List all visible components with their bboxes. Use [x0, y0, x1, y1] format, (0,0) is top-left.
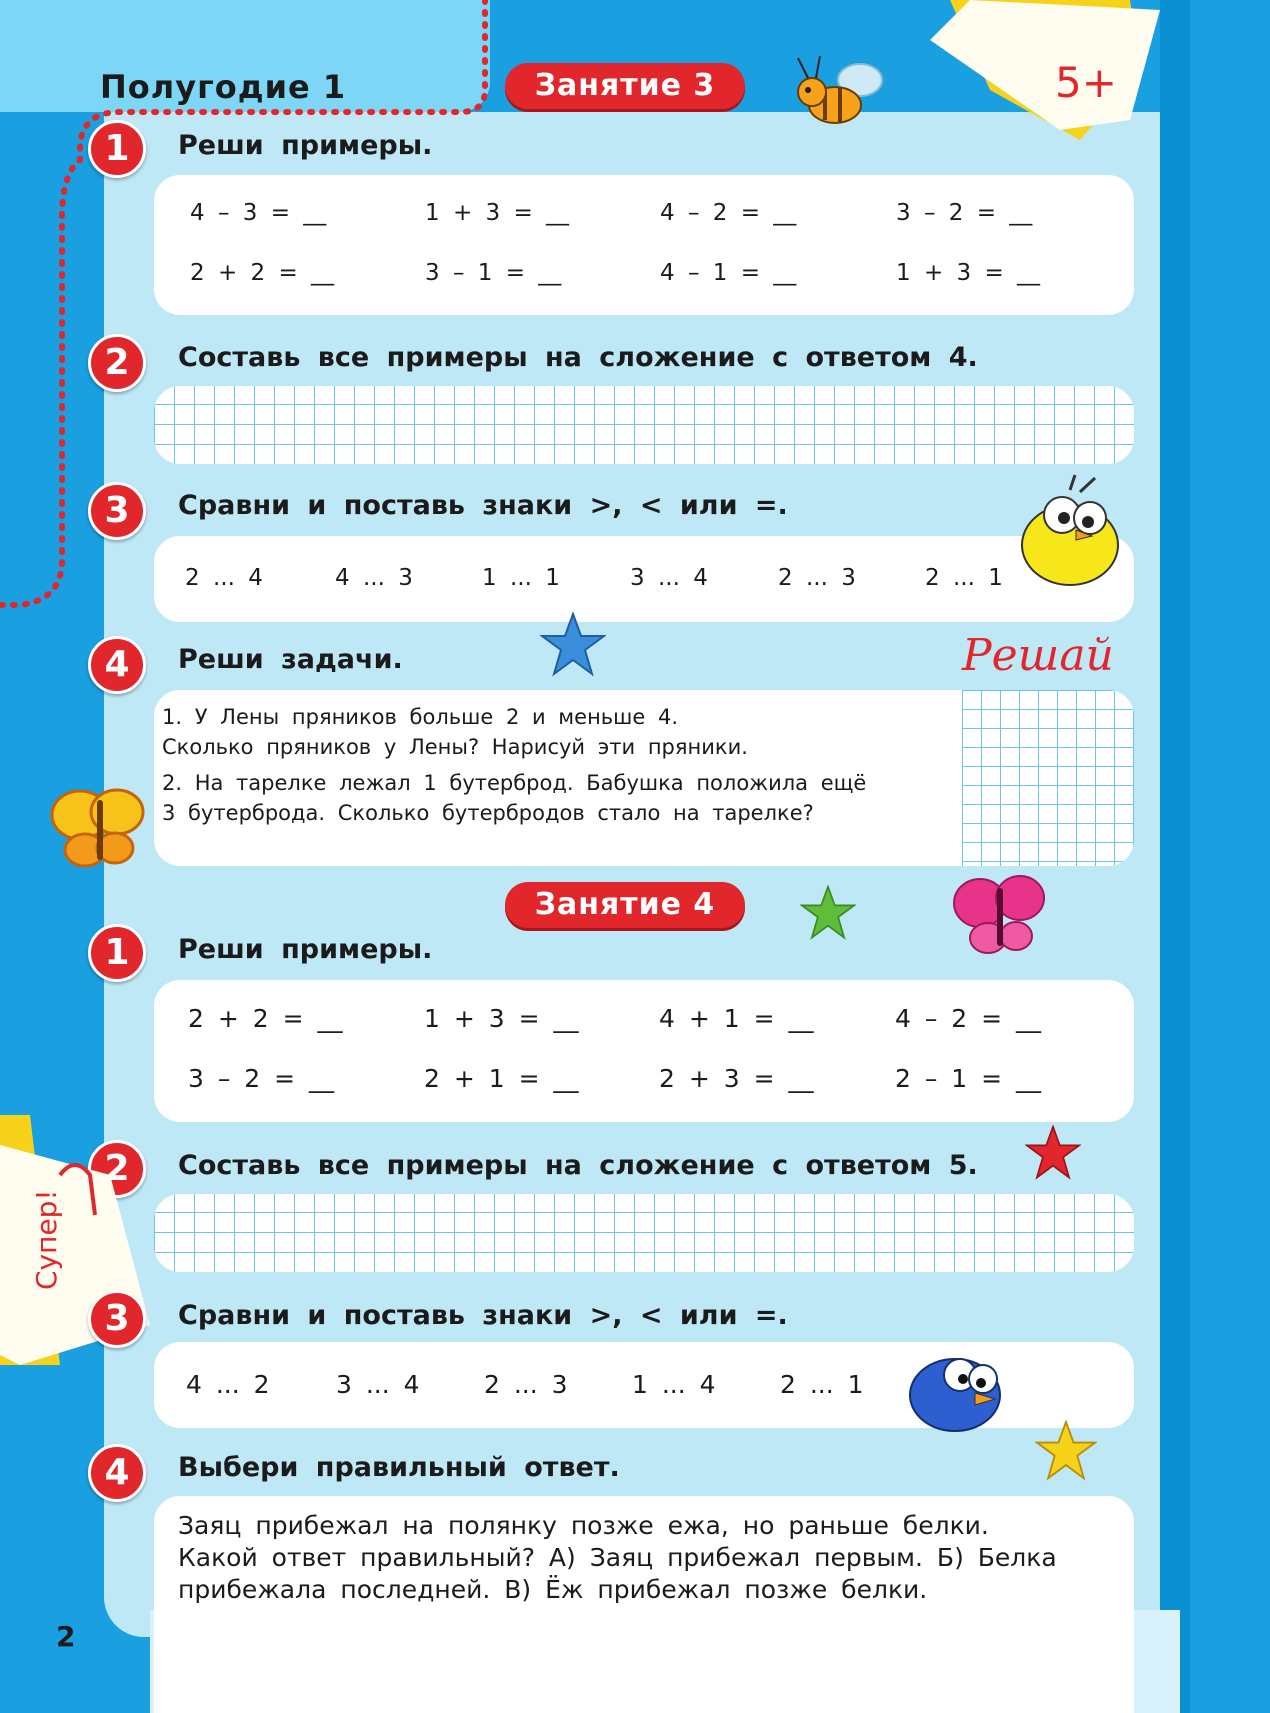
compare-item[interactable]: 4 ... 2	[186, 1370, 270, 1399]
bee-icon	[790, 50, 890, 140]
compare-item[interactable]: 3 ... 4	[630, 565, 708, 591]
problem-line: Сколько пряников у Лены? Нарисуй эти пряники.	[162, 735, 748, 759]
compare-item[interactable]: 2 ... 3	[778, 565, 856, 591]
problem-line: 1. У Лены пряников больше 2 и меньше 4.	[162, 705, 679, 729]
task-number-badge: 2	[88, 334, 146, 392]
compare-item[interactable]: 2 ... 1	[780, 1370, 864, 1399]
answer-grid[interactable]	[154, 386, 1134, 464]
example[interactable]: 1 + 3 = __	[424, 1004, 579, 1033]
page-number: 2	[56, 1620, 76, 1653]
task-number-badge: 4	[88, 636, 146, 694]
task-title: Составь все примеры на сложение с ответом 4.	[178, 342, 978, 373]
pink-butterfly-icon	[950, 868, 1050, 963]
example[interactable]: 2 + 2 = __	[188, 1004, 343, 1033]
question-line: Какой ответ правильный? А) Заяц прибежал первым. Б) Белка	[178, 1543, 1057, 1572]
problem-line: 3 бутерброда. Сколько бутербродов стало на тарелке?	[162, 801, 814, 825]
page-title: Полугодие 1	[100, 68, 347, 106]
example[interactable]: 2 + 2 = __	[190, 260, 335, 286]
task-title: Сравни и поставь знаки >, < или =.	[178, 1300, 788, 1331]
compare-item[interactable]: 2 ... 1	[925, 565, 1003, 591]
task-title: Сравни и поставь знаки >, < или =.	[178, 490, 788, 521]
question-line: Заяц прибежал на полянку позже ежа, но раньше белки.	[178, 1511, 989, 1540]
compare-item[interactable]: 1 ... 1	[482, 565, 560, 591]
task-number-badge: 1	[88, 120, 146, 178]
task-number-badge: 3	[88, 1290, 146, 1348]
task-title: Составь все примеры на сложение с ответом 5.	[178, 1150, 978, 1181]
compare-item[interactable]: 2 ... 4	[185, 565, 263, 591]
age-label: 5+	[1055, 58, 1117, 107]
super-sticker: Супер!	[30, 1189, 63, 1290]
examples-panel	[154, 175, 1134, 315]
lesson-4-badge: Занятие 4	[505, 882, 745, 928]
compare-item[interactable]: 1 ... 4	[632, 1370, 716, 1399]
example[interactable]: 4 – 1 = __	[660, 260, 797, 286]
task-number-badge: 4	[88, 1444, 146, 1502]
task-number-badge: 2	[88, 1140, 146, 1198]
question-line: прибежала последней. В) Ёж прибежал позже белки.	[178, 1575, 928, 1604]
blue-star-icon	[540, 612, 606, 678]
reshay-sticker: Решай	[962, 630, 1114, 681]
example[interactable]: 4 + 1 = __	[659, 1004, 814, 1033]
compare-item[interactable]: 4 ... 3	[335, 565, 413, 591]
yellow-chick-icon	[1000, 470, 1140, 600]
green-star-icon	[800, 885, 856, 941]
example[interactable]: 4 – 3 = __	[190, 200, 327, 226]
task-title: Реши примеры.	[178, 130, 433, 161]
compare-item[interactable]: 3 ... 4	[336, 1370, 420, 1399]
task-title: Выбери правильный ответ.	[178, 1452, 620, 1483]
task-title: Реши задачи.	[178, 644, 403, 675]
sheet-edge	[1160, 0, 1190, 1713]
task-title: Реши примеры.	[178, 934, 433, 965]
example[interactable]: 4 – 2 = __	[895, 1004, 1042, 1033]
problem-line: 2. На тарелке лежал 1 бутерброд. Бабушка положила ещё	[162, 771, 867, 795]
answer-grid[interactable]	[154, 1194, 1134, 1272]
drawing-grid[interactable]	[962, 690, 1134, 866]
example[interactable]: 2 + 3 = __	[659, 1064, 814, 1093]
compare-item[interactable]: 2 ... 3	[484, 1370, 568, 1399]
example[interactable]: 1 + 3 = __	[425, 200, 570, 226]
example[interactable]: 3 – 1 = __	[425, 260, 562, 286]
examples-panel	[154, 980, 1134, 1122]
task-number-badge: 3	[88, 482, 146, 540]
red-star-icon	[1025, 1125, 1081, 1181]
example[interactable]: 3 – 2 = __	[896, 200, 1033, 226]
example[interactable]: 3 – 2 = __	[188, 1064, 335, 1093]
example[interactable]: 1 + 3 = __	[896, 260, 1041, 286]
butterfly-icon	[45, 780, 155, 875]
yellow-star-icon	[1035, 1420, 1097, 1482]
example[interactable]: 2 + 1 = __	[424, 1064, 579, 1093]
task-number-badge: 1	[88, 924, 146, 982]
lesson-3-badge: Занятие 3	[505, 63, 745, 109]
example[interactable]: 2 – 1 = __	[895, 1064, 1042, 1093]
sticky-note-decoration	[930, 0, 1170, 140]
example[interactable]: 4 – 2 = __	[660, 200, 797, 226]
blue-bird-icon	[895, 1335, 1025, 1445]
